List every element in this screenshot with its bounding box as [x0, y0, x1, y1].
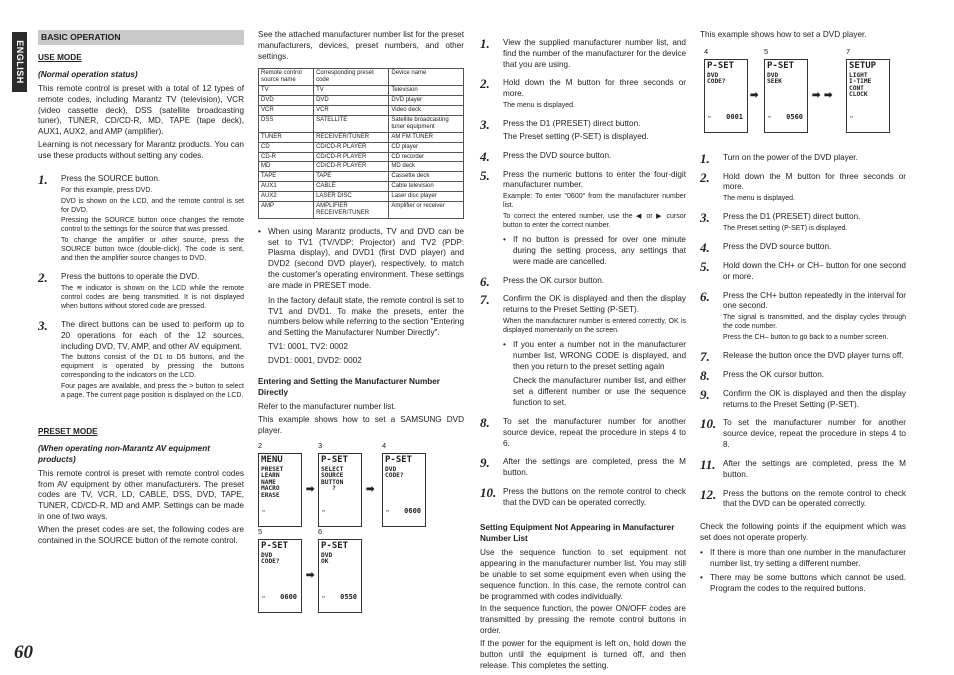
- step-note: To correct the entered number, use the ◀ or ▶ cursor button to enter the correct number.: [503, 213, 686, 230]
- next-arrow-icon: ➡: [750, 89, 759, 101]
- step-number: 5.: [480, 167, 490, 183]
- lcd-screen: [704, 59, 748, 133]
- bullet-different-number: • If there is more than one number in the manufacturer number list, try setting a different number.: [700, 548, 906, 570]
- step-note: The signal is transmitted, and the display cycles through the code number.: [723, 314, 906, 331]
- table-cell: AUX2: [259, 192, 314, 202]
- step-text: After the settings are completed, press the M button.: [503, 457, 686, 478]
- lcd-body: SELECT SOURCE BUTTON ?: [321, 465, 344, 493]
- tv-codes: TV1: 0001, TV2: 0002: [268, 342, 348, 352]
- battery-icon: ▭: [708, 113, 712, 120]
- lcd-screen: [846, 59, 890, 133]
- step-note: The menu is displayed.: [723, 195, 795, 203]
- bullet-wrong-code: • If you enter a number not in the manufacturer number list, WRONG CODE is displayed, and then you return to the preset setting again: [503, 340, 686, 372]
- sequence-text: Use the sequence function to set equipment not appearing in the manufacturer number list. You may still be unable to set some equipment even when using the sequence function. In this case, the remote control can be programmed with codes individually.: [480, 548, 686, 601]
- lcd-number: 0550: [340, 593, 357, 602]
- preset-text: This remote control is preset with remote control codes from AV equipment by other manufacturers. The preset codes are TV, VCR, LD, CABLE, DSS, DVD, TAPE, TUNER, CD/CD-R, MD and AMP. Settings can be made in one of two ways.: [38, 468, 244, 521]
- step-number: 12.: [700, 486, 717, 502]
- step-number: 3.: [700, 210, 710, 226]
- step-text: Hold down the M button for three seconds or more.: [723, 171, 906, 192]
- step-text: Confirm the OK is displayed and then the display returns to the Preset Setting (P-SET).: [503, 294, 686, 315]
- lcd-title: MENU: [261, 454, 283, 465]
- step-1: [480, 38, 686, 70]
- step-number: 1.: [480, 36, 490, 51]
- step-text: Press the SOURCE button.: [61, 173, 161, 183]
- step-number: 8.: [480, 414, 490, 430]
- step-number: 7.: [480, 292, 490, 308]
- step-number: 2.: [480, 76, 490, 92]
- language-tab: [12, 32, 27, 92]
- lcd-body: DVD OK: [321, 551, 333, 566]
- sequence-heading: Setting Equipment Not Appearing in Manufacturer Number List: [480, 522, 675, 543]
- table-row: [259, 182, 464, 192]
- lcd-number: 0560: [786, 113, 803, 122]
- step-text: View the supplied manufacturer number list, and find the number of the manufacturer for the device that you are using.: [503, 38, 686, 69]
- step-text: Hold down the CH+ or CH– button for one second or more.: [723, 260, 906, 281]
- step-text: Press the buttons on the remote control to check that the DVD can be operated correctly.: [503, 487, 686, 507]
- step-12: [700, 486, 906, 511]
- step-4: [700, 240, 906, 256]
- step-number: 3.: [480, 117, 490, 133]
- screen-step-label: 3: [318, 440, 323, 450]
- step-text: Press the D1 (PRESET) direct button.: [503, 119, 641, 129]
- lcd-title: P-SET: [261, 540, 289, 551]
- table-cell: CD/CD-R PLAYER: [314, 152, 389, 162]
- lcd-screen: [258, 453, 302, 527]
- lcd-title: P-SET: [767, 60, 795, 71]
- table-cell: AM FM TUNER: [389, 132, 464, 142]
- step-6: [480, 273, 686, 289]
- normal-status-heading: (Normal operation status): [38, 70, 138, 80]
- table-cell: MD: [259, 162, 314, 172]
- table-cell: CD/CD-R PLAYER: [314, 142, 389, 152]
- next-arrow-icon: ➡: [812, 89, 821, 101]
- step-number: 11.: [700, 456, 716, 472]
- next-arrow-icon: ➡: [824, 89, 833, 101]
- step-5: [700, 258, 906, 283]
- battery-icon: ▭: [386, 507, 390, 514]
- table-cell: Satellite broadcasting tuner equipment: [389, 115, 464, 132]
- column-dvd-example: [700, 30, 906, 599]
- step-number: 2.: [38, 270, 48, 286]
- step-note: Press the CH– button to go back to a number screen.: [723, 334, 889, 342]
- step-number: 1.: [700, 150, 710, 166]
- step-number: 9.: [480, 455, 490, 471]
- lcd-body: DVD CODE?: [261, 551, 280, 566]
- lcd-screen: [318, 453, 362, 527]
- lcd-title: P-SET: [707, 60, 735, 71]
- step-3: [700, 212, 906, 234]
- table-cell: TV: [314, 86, 389, 96]
- step-note: The Preset setting (P-SET) is displayed.: [723, 225, 848, 233]
- table-cell: Cable television: [389, 182, 464, 192]
- step-1: [38, 171, 244, 264]
- table-row: [259, 142, 464, 152]
- step-text: Turn on the power of the DVD player.: [723, 152, 858, 162]
- dvd-codes: DVD1: 0001, DVD2: 0002: [268, 355, 362, 365]
- table-cell: Amplifier or receiver: [389, 201, 464, 218]
- step-note: Four pages are available, and press the > button to select a page. The current page position is displayed on the LCD.: [61, 383, 244, 400]
- table-cell: TAPE: [259, 172, 314, 182]
- table-cell: DVD player: [389, 96, 464, 106]
- step-1: [700, 150, 906, 166]
- check-list-text: Check the manufacturer number list, and either set a different number or use the sequence function to set.: [513, 376, 686, 408]
- step-note: The menu is displayed.: [503, 102, 575, 110]
- step-number: 10.: [700, 416, 717, 432]
- lcd-screens: [258, 441, 464, 631]
- page-number: 60: [14, 642, 33, 663]
- table-cell: AMP: [259, 201, 314, 218]
- step-number: 1.: [38, 171, 48, 187]
- step-number: 5.: [700, 258, 710, 274]
- step-2: [480, 78, 686, 111]
- battery-icon: ▭: [850, 113, 854, 120]
- step-note: Example: To enter "0600" from the manufacturer number list.: [503, 193, 686, 210]
- table-cell: CABLE: [314, 182, 389, 192]
- step-note: The ≋ indicator is shown on the LCD while the remote control codes are being transmitted. It is not displayed when buttons without stored code are pressed.: [61, 285, 244, 310]
- table-row: [259, 106, 464, 116]
- table-cell: CD player: [389, 142, 464, 152]
- table-cell: Cassette deck: [389, 172, 464, 182]
- column-manufacturer-list: [258, 30, 464, 631]
- table-cell: Video deck: [389, 106, 464, 116]
- step-text: Press the OK cursor button.: [723, 369, 825, 379]
- step-number: 6.: [480, 273, 490, 289]
- step-3: [38, 317, 244, 401]
- step-note: DVD is shown on the LCD, and the remote control is set for DVD.: [61, 197, 244, 214]
- step-text: The direct buttons can be used to perform up to 20 operations for each of the 12 sources, including DVD, TV, AMP, and other AV equipment.: [61, 319, 244, 351]
- step-number: 4.: [700, 240, 710, 256]
- intro-text: This remote control is preset with a total of 12 types of remote codes, including Marantz TV (television), VCR (video cassette deck), DSS (satellite broadcasting tuner), TUNER, CD/CD-R, MD, TAPE (tape deck), AUX1, AUX2, and AMP (amplifier).: [38, 84, 244, 137]
- step-number: 6.: [700, 288, 710, 304]
- step-text: Press the OK cursor button.: [503, 275, 605, 285]
- lcd-number: 0001: [726, 113, 743, 122]
- language-label: ENGLISH: [15, 40, 25, 84]
- table-row: [259, 152, 464, 162]
- table-row: [259, 115, 464, 132]
- table-cell: DVD: [314, 96, 389, 106]
- section-title: BASIC OPERATION: [38, 30, 244, 45]
- bullet-marantz: • When using Marantz products, TV and DVD can be set to TV1 (TV/VDP: Projector) and TV2 (PDP: Plasma display), and DVD1 (first DVD player) and DVD2 (second DVD player), respectively, to match the customer's operating environment. These settings are made in PRESET mode.: [258, 227, 464, 292]
- step-text: Press the buttons on the remote control to check that the DVD can be operated correctly.: [723, 488, 906, 509]
- next-arrow-icon: ➡: [306, 483, 315, 495]
- table-cell: VCR: [259, 106, 314, 116]
- step-note: The buttons consist of the D1 to D5 buttons, and the equipment is operated by pressing the buttons corresponding to the indicators on the LCD.: [61, 354, 244, 380]
- bullet-unusable-buttons: • There may be some buttons which cannot be used. Program the codes to the required buttons.: [700, 573, 906, 595]
- step-text: Press the numeric buttons to enter the four-digit manufacturer number.: [503, 169, 686, 190]
- step-10: [700, 418, 906, 450]
- table-header: Remote control source name: [259, 69, 314, 86]
- step-number: 9.: [700, 386, 710, 402]
- table-row: [259, 96, 464, 106]
- lcd-body: DVD CODE?: [385, 465, 404, 480]
- lcd-title: P-SET: [321, 540, 349, 551]
- lcd-body: DVD CODE?: [707, 71, 726, 86]
- intro-text: See the attached manufacturer number list for the preset manufacturers, devices, preset numbers, and other settings.: [258, 30, 464, 61]
- lcd-screen: [764, 59, 808, 133]
- step-text: Hold down the M button for three seconds or more.: [503, 78, 686, 99]
- lcd-body: DVD SEEK: [767, 71, 782, 86]
- step-text: Press the D1 (PRESET) direct button.: [723, 212, 861, 222]
- step-7: [700, 349, 906, 365]
- step-text: Press the buttons to operate the DVD.: [61, 272, 200, 282]
- step-7: [480, 294, 686, 336]
- sequence-text-2: In the sequence function, the power ON/OFF codes are transmitted by pressing the remote control buttons in order.: [480, 604, 686, 636]
- step-text: Press the DVD source button.: [723, 242, 832, 252]
- battery-icon: ▭: [768, 113, 772, 120]
- table-row: [259, 192, 464, 202]
- table-cell: MD deck: [389, 162, 464, 172]
- lcd-title: P-SET: [321, 454, 349, 465]
- step-note: To change the amplifier or other source, press the SOURCE button twice (double-click). The code is sent, and then the amplifier source changes to DVD.: [61, 237, 244, 263]
- step-text: Confirm the OK is displayed and then the display returns to the Preset Setting (P-SET).: [723, 388, 906, 409]
- step-5: [480, 167, 686, 231]
- check-text: Check the following points if the equipment which was set does not operate properly.: [700, 522, 906, 542]
- table-row: [259, 162, 464, 172]
- step-text: Press the CH+ button repeatedly in the interval for one second.: [723, 290, 906, 311]
- lcd-title: SETUP: [849, 60, 877, 71]
- step-number: 2.: [700, 169, 710, 185]
- step-6: [700, 288, 906, 344]
- step-number: 4.: [480, 148, 490, 164]
- table-cell: Television: [389, 86, 464, 96]
- screen-step-label: 2: [258, 440, 263, 450]
- battery-icon: ▭: [322, 593, 326, 600]
- lcd-body: PRESET LEARN NAME MACRO ERASE: [261, 465, 284, 499]
- table-cell: CD/CD-R PLAYER: [314, 162, 389, 172]
- table-cell: TAPE: [314, 172, 389, 182]
- table-header: Corresponding preset code: [314, 69, 389, 86]
- screen-step-label: 4: [382, 440, 387, 450]
- lcd-title: P-SET: [385, 454, 413, 465]
- next-arrow-icon: ➡: [366, 483, 375, 495]
- table-cell: DSS: [259, 115, 314, 132]
- step-9: [700, 386, 906, 411]
- factory-default-text: In the factory default state, the remote control is set to TV1 and DVD1. To make the presets, enter the numbers below while referring to the section "Entering and Setting the Manufacturer Number Directly".: [268, 295, 464, 338]
- step-number: 7.: [700, 349, 710, 365]
- table-cell: VCR: [314, 106, 389, 116]
- battery-icon: ▭: [322, 507, 326, 514]
- step-text: Release the button once the DVD player turns off.: [723, 351, 904, 361]
- step-2: [700, 169, 906, 205]
- lcd-number: 0600: [404, 507, 421, 516]
- non-marantz-heading: (When operating non-Marantz AV equipment products): [38, 444, 210, 464]
- next-arrow-icon: ➡: [306, 569, 315, 581]
- lcd-screen: [258, 539, 302, 613]
- table-cell: TUNER: [259, 132, 314, 142]
- use-mode-heading: USE MODE: [38, 53, 82, 63]
- screen-step-label: 7: [846, 46, 851, 56]
- table-row: [259, 201, 464, 218]
- step-8: [480, 414, 686, 449]
- preset-text-2: When the preset codes are set, the following codes are contained in the SOURCE button of the remote control.: [38, 524, 244, 545]
- table-header: Device name: [389, 69, 464, 86]
- step-9: [480, 457, 686, 479]
- step-text: After the settings are completed, press the M button.: [723, 458, 906, 479]
- step-note: When the manufacturer number is entered correctly, OK is displayed momentarily on the screen.: [503, 318, 686, 334]
- column-basic-operation: [38, 30, 244, 548]
- table-cell: LASER DISC: [314, 192, 389, 202]
- table-cell: CD: [259, 142, 314, 152]
- step-text: To set the manufacturer number for another source device, repeat the procedure in steps 4 to 6.: [503, 416, 686, 448]
- step-2: [38, 272, 244, 312]
- direct-entry-heading: Entering and Setting the Manufacturer Number Directly: [258, 376, 440, 397]
- table-cell: AMPLIFIER RECEIVER/TUNER: [314, 201, 389, 218]
- preset-mode-heading: PRESET MODE: [38, 427, 98, 437]
- table-cell: CD-R: [259, 152, 314, 162]
- step-extra: The Preset setting (P-SET) is displayed.: [503, 131, 649, 141]
- table-row: [259, 132, 464, 142]
- table-cell: RECEIVER/TUNER: [314, 132, 389, 142]
- table-cell: CD recorder: [389, 152, 464, 162]
- screen-step-label: 5: [258, 526, 263, 536]
- table-cell: AUX1: [259, 182, 314, 192]
- screen-step-label: 6: [318, 526, 323, 536]
- table-cell: DVD: [259, 96, 314, 106]
- step-3: [480, 119, 686, 143]
- step-note: Pressing the SOURCE button once changes the remote control to the settings for the source that was pressed.: [61, 217, 244, 234]
- table-cell: TV: [259, 86, 314, 96]
- step-10: [480, 487, 686, 509]
- intro-text-2: Learning is not necessary for Marantz products. You can use these products without setting any codes.: [38, 140, 244, 160]
- screen-step-label: 4: [704, 46, 709, 56]
- battery-icon: ▭: [262, 507, 266, 514]
- bullet-timeout: • If no button is pressed for over one minute during the setting process, any settings that were made are cancelled.: [503, 235, 686, 267]
- battery-icon: ▭: [262, 593, 266, 600]
- table-cell: Laser disc player: [389, 192, 464, 202]
- step-text: Press the DVD source button.: [503, 150, 612, 160]
- step-number: 8.: [700, 367, 710, 383]
- lcd-screens: [700, 47, 906, 145]
- preset-code-table: [258, 68, 464, 218]
- step-note: For this example, press DVD.: [61, 186, 153, 194]
- table-row: [259, 172, 464, 182]
- refer-text: Refer to the manufacturer number list.: [258, 402, 396, 412]
- table-row: [259, 86, 464, 96]
- screen-step-label: 5: [764, 46, 769, 56]
- sequence-text-3: If the power for the equipment is left on, hold down the button until the equipment is turned off, and then release. This completes the setting.: [480, 638, 686, 670]
- step-8: [700, 367, 906, 383]
- step-11: [700, 456, 906, 481]
- table-cell: SATELLITE: [314, 115, 389, 132]
- step-text: To set the manufacturer number for another source device, repeat the procedure in steps 4 to 8.: [723, 418, 906, 450]
- lcd-screen: [382, 453, 426, 527]
- lcd-body: LIGHT I-TIME CONT CLOCK: [849, 71, 872, 99]
- step-number: 3.: [38, 317, 48, 333]
- lcd-number: 0600: [280, 593, 297, 602]
- lcd-screen: [318, 539, 362, 613]
- step-number: 10.: [480, 485, 497, 501]
- column-steps: [480, 30, 686, 673]
- step-4: [480, 148, 686, 164]
- example-text: This example shows how to set a SAMSUNG DVD player.: [258, 415, 464, 435]
- example-text: This example shows how to set a DVD player.: [700, 30, 867, 39]
